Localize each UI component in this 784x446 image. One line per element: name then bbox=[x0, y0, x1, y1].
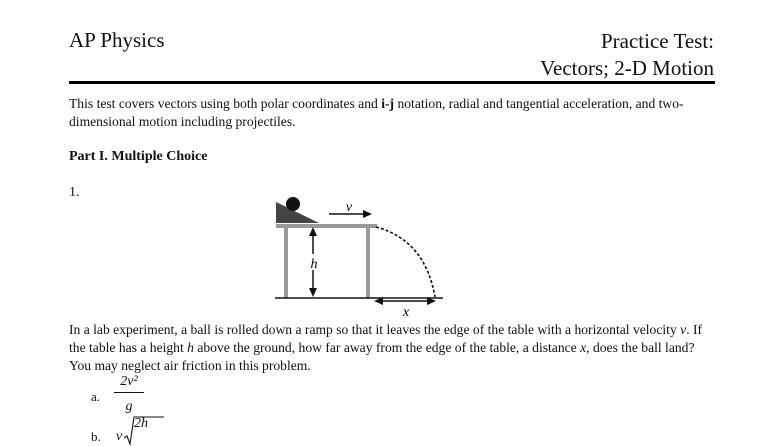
section-title: Part I. Multiple Choice bbox=[69, 149, 208, 164]
stem-text-4: , does the ball land? You may neglect air friction in this problem. bbox=[69, 340, 695, 373]
stem-var-x: x bbox=[580, 340, 587, 355]
option-a-denominator: g bbox=[125, 399, 133, 414]
height-arrowhead-up bbox=[309, 227, 317, 236]
stem-text-1: In a lab experiment, a ball is rolled down a ramp so that it leaves the edge of the table with a horizontal velocity bbox=[69, 322, 681, 337]
stem-text-2: . If the table has a height bbox=[69, 322, 703, 355]
option-b-prefix: v bbox=[116, 429, 123, 444]
test-title-line2: Vectors; 2-D Motion bbox=[540, 56, 714, 80]
course-title: AP Physics bbox=[69, 28, 165, 52]
option-a-letter: a. bbox=[91, 389, 101, 404]
header-rule bbox=[69, 81, 715, 84]
height-arrowhead-down bbox=[309, 288, 317, 297]
velocity-label: v bbox=[345, 200, 353, 215]
option-a-fraction bbox=[114, 374, 144, 415]
stem-var-h: h bbox=[187, 340, 194, 355]
height-label: h bbox=[310, 257, 318, 272]
trajectory-path bbox=[376, 227, 435, 297]
option-a-numerator: 2v² bbox=[114, 374, 144, 393]
intro-paragraph bbox=[69, 95, 719, 131]
velocity-arrowhead bbox=[363, 210, 372, 218]
question-stem bbox=[69, 321, 719, 375]
option-b-radicand: 2h bbox=[134, 416, 148, 431]
intro-bold-notation: i-j bbox=[381, 96, 395, 111]
stem-text-3: above the ground, how far away from the edge of the table, a distance bbox=[193, 340, 581, 355]
intro-text-2: notation, radial and tangential acceleration, and two-dimensional motion including projectiles. bbox=[69, 96, 684, 129]
test-title bbox=[540, 28, 714, 82]
stem-var-v: v bbox=[680, 322, 687, 337]
option-b-letter: b. bbox=[91, 429, 101, 444]
intro-text-1: This test covers vectors using both polar coordinates and bbox=[69, 96, 382, 111]
ball bbox=[286, 197, 300, 211]
distance-label: x bbox=[402, 305, 410, 318]
test-title-line1: Practice Test: bbox=[600, 29, 714, 53]
question-number: 1. bbox=[69, 185, 80, 200]
projectile-figure bbox=[265, 190, 455, 318]
